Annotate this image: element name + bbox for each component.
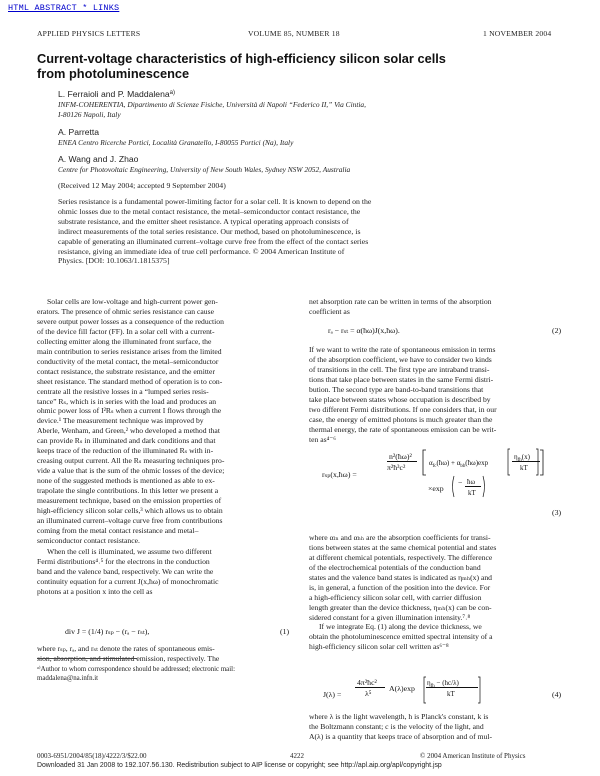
body-line: When the cell is illuminated, we assume two different [47, 547, 212, 556]
body-line: erators. The presence of ohmic series resistance can cause [37, 306, 214, 316]
equation-3-body: n²(ħω)² π²ħ³c² $\alpha_{fc}(ħ\omega)$ + $\alpha_{bb}(ħ\omega)\exp$ $\eta_{fh}(x)$ kT ×exp − ħω kT [385, 452, 535, 512]
body-line: vide a value that is the sum of the ohmic losses of the device; [37, 466, 225, 476]
body-line: high-efficiency silicon solar cells,³ which allows us to obtain [37, 506, 223, 516]
issn-code: 0003-6951/2004/85(18)/4222/3/$22.00 [37, 752, 147, 760]
received-dates: (Received 12 May 2004; accepted 9 September 2004) [58, 181, 226, 190]
body-line: high-efficiency silicon solar cell written as⁶⁻⁸ [309, 641, 449, 651]
body-line: severe output power losses as a consequence of the reduction [37, 316, 224, 326]
abstract-line: Series resistance is a fundamental power-limiting factor for a solar cell. It is known to depend on the [58, 197, 372, 206]
body-line: bution. The second type are band-to-band transitions that [309, 384, 484, 394]
body-line: of transitions in the cell. The first type are intraband transi- [309, 364, 490, 374]
body-line: the Boltzmann constant; c is the velocity of the light, and [309, 721, 484, 731]
body-line: tance” Rₛ, which is in series with the load and produces an [37, 396, 217, 406]
body-line: length greater than the device thickness, ηₘₕ(x) can be con- [309, 602, 492, 612]
body-line: two different Fermi distributions. If one considers that, in our [309, 404, 497, 414]
equation-2-number: (2) [552, 326, 562, 335]
equation-3-number: (3) [552, 508, 562, 517]
body-line: If we want to write the rate of spontaneous emission in terms [309, 345, 496, 354]
body-line: take place between states whose occupation is described by [309, 394, 491, 404]
affiliation-1-line-2: I-80126 Napoli, Italy [58, 109, 121, 119]
equation-3-lhs: rₛₚ(x,ħω) = [322, 470, 357, 479]
body-line: A(λ) is a quantity that keeps trace of absorption and of mul- [309, 731, 492, 741]
html-abstract-links[interactable]: HTML ABSTRACT * LINKS [8, 3, 120, 13]
journal-name: APPLIED PHYSICS LETTERS [37, 29, 141, 38]
abstract-line: substrate resistance, and the emitter sheet resistance. A typical operating approach consists of [58, 216, 349, 226]
body-line: a high-efficiency silicon solar cell, with carrier diffusion [309, 592, 482, 602]
footnote-line: maddalena@na.infn.it [37, 675, 99, 682]
body-line: photons at a position x into the cell as [37, 586, 153, 596]
authors-names-1: L. Ferraioli and P. Maddalena [58, 89, 170, 99]
affiliation-1-line-1: INFM-COHERENTIA, Dipartimento di Scienze Fisiche, Università di Napoli “Federico II,” Via Cintia, [58, 100, 366, 109]
footnote-line: ᵃ⁾Author to whom correspondence should be addressed; electronic mail: [37, 666, 235, 673]
body-line: measurement technique, based on the emission properties of [37, 496, 222, 506]
body-line: can provide Rₛ in illuminated and dark conditions and that [37, 436, 216, 446]
body-line: thermal energy, the rate of spontaneous emission can be writ- [309, 424, 497, 434]
body-line: semiconductor contact resistance. [37, 535, 140, 545]
right-column-para-d [309, 712, 564, 742]
body-line: obtain the photoluminescence emitted spectral intensity of a [309, 631, 493, 641]
body-line: tions that take place between states in the same Fermi distri- [309, 374, 494, 384]
affiliation-2: ENEA Centro Ricerche Portici, Località Granatello, I-80055 Portici (Na), Italy [58, 138, 294, 147]
abstract-line: ohmic losses due to the metal contact resistance, the metal–semiconductor contact resistance, the [58, 206, 361, 216]
body-line: at different chemical potentials, respectively. The difference [309, 552, 493, 562]
body-line: coming from the metal contact resistance and metal– [37, 525, 199, 535]
body-line: of the absorption coefficient, we have to consider two kinds [309, 354, 492, 364]
body-line: states and the valence band states is indicated as ηₘₕ(x) and [309, 572, 492, 582]
affiliation-3: Centre for Photovoltaic Engineering, University of New South Wales, Sydney NSW 2052, Australia [58, 165, 351, 174]
body-line: none of the suggested methods is mentioned as able to ex- [37, 476, 215, 486]
abstract-line: resistance, giving an immediate idea of true cell performance. © 2004 American Institute of [58, 246, 345, 256]
authors-group-3: A. Wang and J. Zhao [58, 154, 139, 164]
body-line: coefficient as [309, 306, 350, 316]
body-line: creasing output current. All the Rₛ measuring techniques pro- [37, 456, 225, 466]
body-line: sheet resistance. The standard method of operation is to con- [37, 376, 223, 386]
body-line: contact resistance, the substrate resistance, and the emitter [37, 366, 215, 376]
body-line: an illuminated current–voltage curve free from contributions [37, 515, 223, 525]
body-line: sion, absorption, and stimulated emission, respectively. The [37, 653, 220, 663]
body-line: continuity equation for a current J(x,ħω) of monochromatic [37, 576, 219, 586]
page-number: 4222 [290, 752, 304, 760]
equation-4-number: (4) [552, 690, 562, 699]
author-footnote-marker: a) [169, 90, 175, 96]
equation-1: div J = (1/4) rₛₚ − (rₐ − rₛₜ), [65, 627, 150, 636]
body-line: collecting emitter along the illuminated front surface, the [37, 336, 212, 346]
abstract-line: capable of generating an illuminated current–voltage curve free from the effect of the contact series [58, 236, 369, 246]
body-line: If we integrate Eq. (1) along the device thickness, we [319, 622, 482, 631]
body-line: case, the energy of emitted photons is much greater than the [309, 414, 493, 424]
abstract-line: indirect measurements of the total series resistance. Our method, based on photoluminescence, is [58, 226, 361, 236]
title-line-1: Current-voltage characteristics of high-efficiency silicon solar cells [37, 51, 446, 66]
equation-4-lhs: J(λ) = [323, 690, 342, 699]
body-line: of the device fill factor (FF). In a solar cell with a current- [37, 326, 215, 336]
abstract-line: Physics. [DOI: 10.1063/1.1815375] [58, 256, 170, 266]
body-line: net absorption rate can be written in terms of the absorption [309, 297, 492, 306]
body-line: is, in general, a function of the position into the device. For [309, 582, 491, 592]
body-line: Solar cells are low-voltage and high-current power gen- [47, 297, 218, 306]
body-line: Fermi distributions⁴˒⁵ for the electrons in the conduction [37, 556, 210, 566]
body-line: trapolate the single contributions. In this letter we present a [37, 486, 219, 496]
equation-4-body: 4π²ħc² λ⁵ A(λ)exp $\eta_{fh} - (hc/\lambda)$ kT [355, 678, 495, 708]
copyright: © 2004 American Institute of Physics [420, 752, 526, 760]
body-line: Aberle, Wenham, and Green,² who developed a method that [37, 426, 220, 436]
download-notice: Downloaded 31 Jan 2008 to 192.107.56.130. Redistribution subject to AIP license or copyright; see http://apl.aip.org/apl/copyright.jsp [37, 762, 442, 769]
body-line: band and the valence band, respectively. We can write the [37, 566, 214, 576]
body-line: main contribution to series resistance arises from the limited [37, 346, 222, 356]
equation-2: rₐ − rₛₜ = α(ħω)J(x,ħω). [328, 326, 400, 335]
body-line: where αₗₙ and αₕₕ are the absorption coefficients for transi- [309, 533, 491, 542]
body-line: conductivity of the metal contact, the metal–semiconductor [37, 356, 219, 366]
body-line: device.¹ The measurement technique was improved by [37, 416, 204, 426]
body-line: of the electrochemical potentials of the conduction band [309, 562, 481, 572]
body-line: ohmic power loss of I²Rₛ when a current I flows through the [37, 406, 222, 416]
body-line: ten as⁴⁻⁶ [309, 434, 336, 444]
body-line: tions between states at the same chemical potential and states [309, 542, 497, 552]
body-line: where λ is the light wavelength, h is Planck's constant, k is [309, 712, 489, 721]
issue-date: 1 NOVEMBER 2004 [483, 29, 552, 38]
volume-number: VOLUME 85, NUMBER 18 [248, 29, 340, 38]
authors-group-2: A. Parretta [58, 127, 100, 137]
body-line: centrate all the resistive losses in a “lumped series resis- [37, 386, 209, 396]
equation-1-number: (1) [280, 627, 290, 636]
body-line: keeps trace of the reduction of the illuminated Rₛ with in- [37, 446, 214, 456]
title-line-2: from photoluminescence [37, 66, 190, 81]
body-line: where rₛₚ, rₐ, and rₛₜ denote the rates of spontaneous emis- [37, 644, 215, 653]
body-line: sidered constant for a given illumination intensity.⁷˒⁸ [309, 612, 471, 622]
